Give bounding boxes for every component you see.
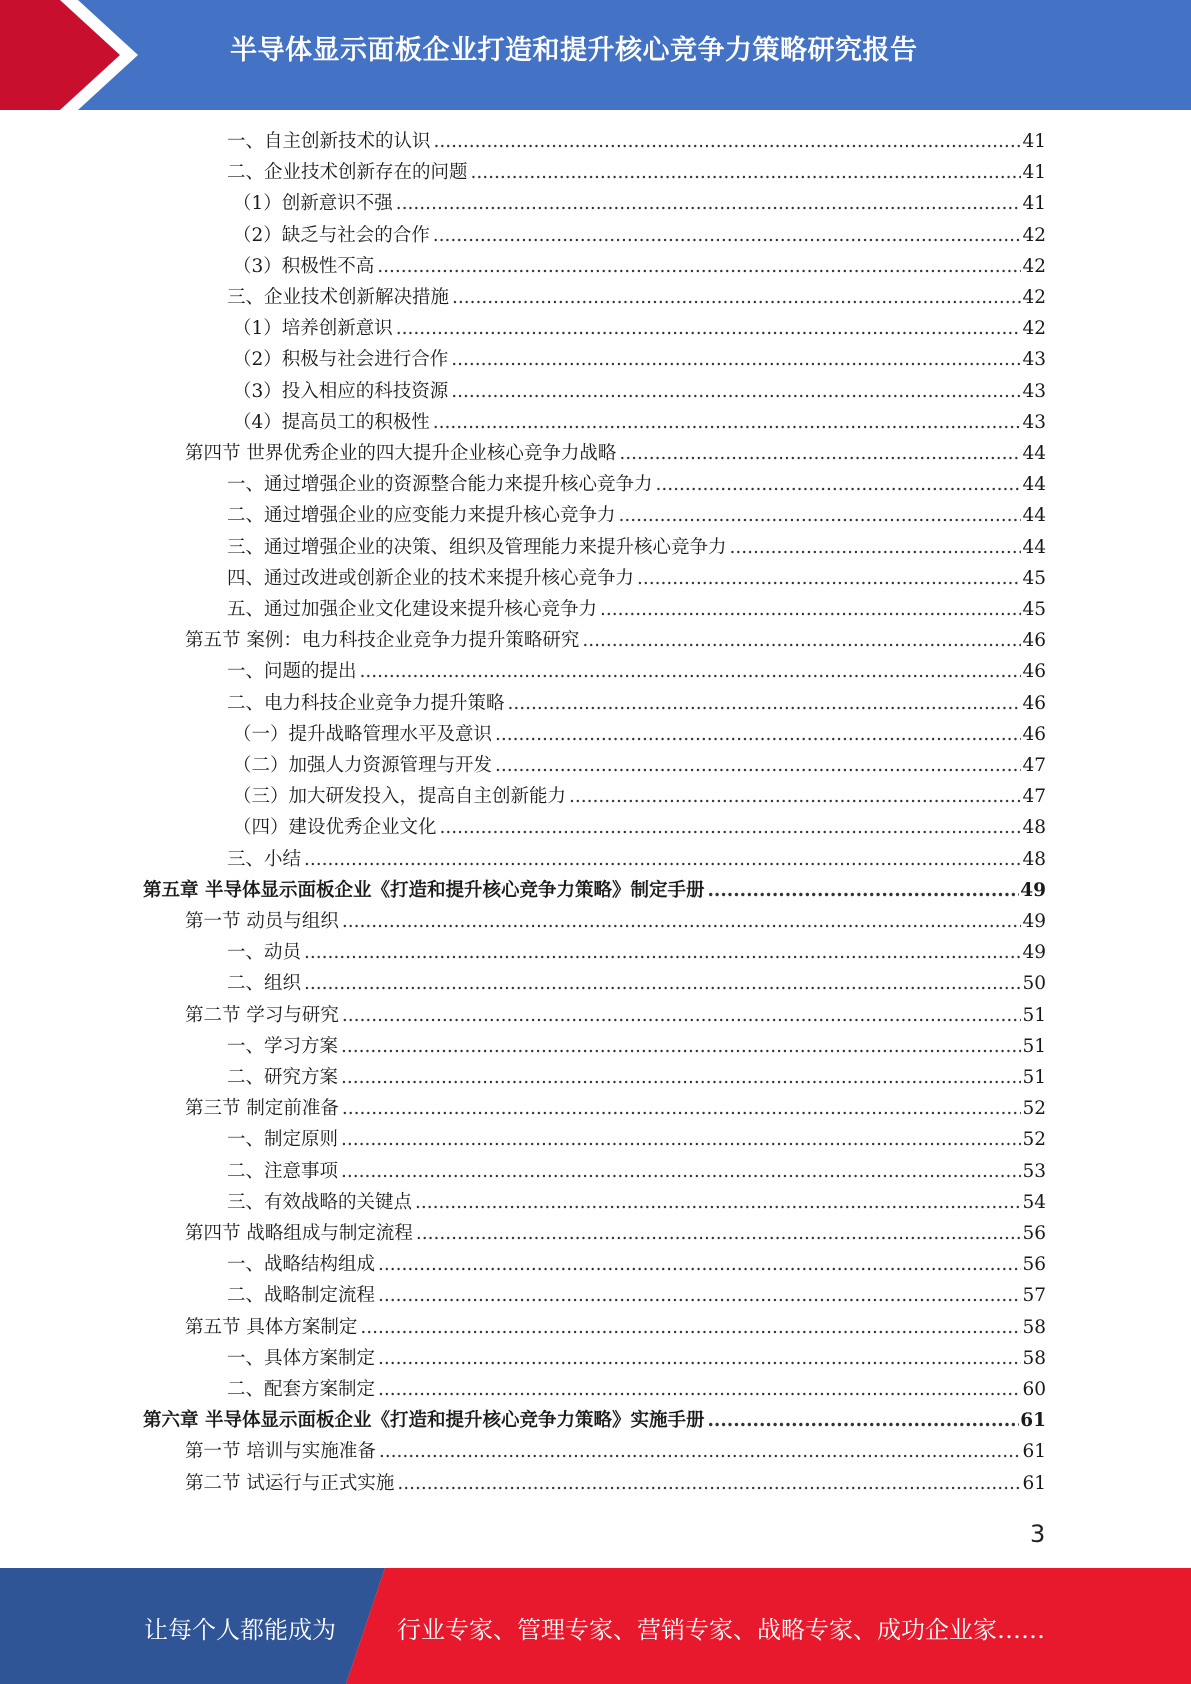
page-footer: [0, 1568, 1191, 1684]
toc-entry-page: 54: [1022, 1191, 1046, 1213]
toc-entry[interactable]: [233, 783, 1046, 811]
toc-entry-title: 第四节 世界优秀企业的四大提升企业核心竞争力战略: [185, 443, 617, 464]
toc-entry-page: 43: [1022, 411, 1046, 433]
toc-entry-page: 47: [1022, 786, 1046, 808]
toc-entry-page: 42: [1022, 287, 1046, 308]
toc-leader-dots: [341, 1064, 1021, 1092]
toc-leader-dots: [569, 783, 1021, 811]
toc-leader-dots: [433, 222, 1022, 250]
toc-entry-page: 44: [1022, 474, 1046, 496]
toc-entry[interactable]: [227, 565, 1046, 593]
toc-leader-dots: [304, 846, 1021, 874]
toc-leader-dots: [434, 128, 1022, 156]
toc-leader-dots: [707, 1407, 1019, 1435]
toc-leader-dots: [360, 658, 1022, 686]
toc-entry[interactable]: [233, 814, 1046, 842]
toc-leader-dots: [440, 814, 1022, 842]
toc-entry-page: 42: [1022, 255, 1046, 277]
toc-leader-dots: [619, 440, 1021, 468]
toc-entry[interactable]: [227, 690, 1046, 718]
toc-leader-dots: [378, 1282, 1021, 1310]
toc-entry-page: 41: [1022, 131, 1046, 152]
toc-entry[interactable]: [185, 1002, 1046, 1030]
toc-entry[interactable]: [227, 1189, 1046, 1217]
toc-entry[interactable]: [233, 752, 1046, 780]
toc-leader-dots: [582, 627, 1021, 655]
toc-entry-page: 60: [1022, 1379, 1046, 1400]
toc-entry[interactable]: [233, 222, 1046, 250]
toc-entry-page: 46: [1022, 692, 1046, 714]
toc-leader-dots: [342, 908, 1022, 936]
toc-leader-dots: [378, 1376, 1021, 1404]
toc-entry-page: 44: [1022, 536, 1046, 558]
toc-leader-dots: [342, 1095, 1022, 1123]
toc-entry-title: 一、制定原则: [227, 1129, 339, 1151]
toc-entry[interactable]: [233, 346, 1046, 374]
toc-entry-page: 46: [1022, 723, 1046, 745]
toc-entry-page: 61: [1020, 1410, 1046, 1432]
toc-entry[interactable]: [185, 440, 1046, 468]
toc-entry-title: 一、自主创新技术的认识: [227, 131, 431, 152]
toc-entry-page: 48: [1022, 848, 1046, 870]
toc-entry-page: 53: [1022, 1160, 1046, 1182]
toc-entry-title: 二、通过增强企业的应变能力来提升核心竞争力: [227, 505, 616, 527]
toc-leader-dots: [397, 1470, 1021, 1498]
toc-entry[interactable]: [233, 378, 1046, 406]
toc-entry-page: 46: [1022, 661, 1046, 683]
toc-entry-page: 61: [1022, 1441, 1046, 1463]
toc-leader-dots: [342, 1002, 1022, 1030]
toc-entry-title: 第一节 动员与组织: [185, 911, 339, 932]
toc-leader-dots: [451, 346, 1021, 374]
toc-leader-dots: [600, 596, 1021, 624]
toc-leader-dots: [341, 1126, 1021, 1154]
toc-entry[interactable]: [143, 1407, 1046, 1435]
toc-entry-page: 41: [1022, 193, 1046, 215]
toc-leader-dots: [304, 939, 1021, 967]
toc-entry-title: 一、具体方案制定: [227, 1347, 376, 1369]
toc-leader-dots: [451, 378, 1021, 406]
toc-entry-page: 49: [1020, 879, 1046, 901]
toc-entry[interactable]: [227, 471, 1046, 499]
toc-entry-title: （2）积极与社会进行合作: [233, 349, 449, 371]
page-number: 3: [1030, 1520, 1046, 1548]
footer-slogan-right: 行业专家、管理专家、营销专家、战略专家、成功企业家……: [397, 1616, 1045, 1644]
toc-leader-dots: [707, 877, 1019, 905]
toc-entry-title: 二、注意事项: [227, 1160, 339, 1182]
toc-entry-page: 41: [1022, 162, 1046, 184]
toc-entry[interactable]: [227, 1033, 1046, 1061]
toc-entry[interactable]: [227, 159, 1046, 187]
toc-entry-title: （4）提高员工的积极性: [233, 411, 430, 433]
toc-entry-page: 43: [1022, 349, 1046, 371]
toc-entry[interactable]: [227, 1345, 1046, 1373]
toc-entry-page: 56: [1022, 1254, 1046, 1276]
toc-entry[interactable]: [233, 190, 1046, 218]
toc-entry-page: 58: [1022, 1316, 1046, 1338]
toc-entry-title: （1）创新意识不强: [233, 193, 393, 215]
toc-entry[interactable]: [185, 1314, 1046, 1342]
toc-entry-title: （三）加大研发投入，提高自主创新能力: [233, 786, 567, 808]
toc-entry-page: 51: [1022, 1035, 1046, 1057]
toc-entry-page: 47: [1022, 755, 1046, 776]
toc-entry[interactable]: [227, 534, 1046, 562]
toc-entry-page: 43: [1022, 380, 1046, 402]
toc-entry-page: 45: [1022, 567, 1046, 589]
toc-entry[interactable]: [185, 1220, 1046, 1248]
toc-entry-title: 二、研究方案: [227, 1067, 339, 1088]
toc-entry[interactable]: [185, 1470, 1046, 1498]
toc-entry-title: 第二节 试运行与正式实施: [185, 1472, 395, 1494]
toc-entry-title: 第五节 具体方案制定: [185, 1316, 358, 1338]
toc-entry[interactable]: [227, 939, 1046, 967]
toc-leader-dots: [360, 1314, 1021, 1342]
toc-leader-dots: [637, 565, 1021, 593]
toc-leader-dots: [379, 1438, 1022, 1466]
toc-leader-dots: [378, 1251, 1021, 1279]
toc-entry-page: 51: [1022, 1067, 1046, 1088]
toc-entry[interactable]: [185, 1438, 1046, 1466]
toc-entry-title: 一、问题的提出: [227, 661, 357, 683]
toc-entry-title: 二、电力科技企业竞争力提升策略: [227, 692, 505, 714]
toc-entry[interactable]: [185, 1095, 1046, 1123]
toc-entry[interactable]: [227, 1282, 1046, 1310]
toc-entry[interactable]: [227, 970, 1046, 998]
toc-entry[interactable]: [185, 627, 1046, 655]
toc-leader-dots: [471, 159, 1022, 187]
toc-entry-title: （1）培养创新意识: [233, 318, 393, 340]
header-red-arrow: [0, 0, 120, 110]
toc-entry-title: 二、战略制定流程: [227, 1285, 376, 1307]
toc-leader-dots: [415, 1189, 1021, 1217]
toc-entry[interactable]: [233, 721, 1046, 749]
toc-entry-page: 52: [1022, 1129, 1046, 1151]
toc-leader-dots: [396, 190, 1022, 218]
toc-entry-title: （2）缺乏与社会的合作: [233, 224, 430, 246]
toc-entry-page: 61: [1022, 1472, 1046, 1494]
toc-entry-title: 四、通过改进或创新企业的技术来提升核心竞争力: [227, 567, 635, 589]
toc-entry-page: 44: [1022, 443, 1046, 464]
toc-entry-page: 51: [1022, 1004, 1046, 1026]
header-title: 半导体显示面板企业打造和提升核心竞争力策略研究报告: [230, 35, 918, 66]
toc-entry-title: 二、组织: [227, 973, 302, 995]
toc-entry[interactable]: [227, 284, 1046, 312]
toc-leader-dots: [656, 471, 1022, 499]
toc-entry-title: （一）提升战略管理水平及意识: [233, 723, 493, 745]
toc-entry[interactable]: [227, 846, 1046, 874]
toc-entry-title: 三、企业技术创新解决措施: [227, 287, 450, 308]
toc-leader-dots: [341, 1033, 1021, 1061]
toc-entry-title: （二）加强人力资源管理与开发: [233, 755, 493, 776]
toc-entry-title: 三、小结: [227, 848, 302, 870]
toc-leader-dots: [495, 752, 1021, 780]
toc-entry-title: 二、企业技术创新存在的问题: [227, 162, 468, 184]
toc-entry-title: 第五节 案例：电力科技企业竞争力提升策略研究: [185, 630, 580, 652]
toc-entry[interactable]: [227, 502, 1046, 530]
toc-entry-title: 第四节 战略组成与制定流程: [185, 1223, 413, 1244]
toc-leader-dots: [452, 284, 1021, 312]
toc-leader-dots: [378, 1345, 1021, 1373]
toc-leader-dots: [377, 253, 1021, 281]
toc-entry[interactable]: [233, 253, 1046, 281]
toc-entry-title: 第一节 培训与实施准备: [185, 1441, 376, 1463]
toc-entry-page: 52: [1022, 1098, 1046, 1120]
toc-leader-dots: [730, 534, 1022, 562]
toc-entry-page: 49: [1022, 911, 1046, 932]
toc-entry[interactable]: [227, 658, 1046, 686]
toc-entry-page: 42: [1022, 224, 1046, 246]
toc-entry[interactable]: [227, 1376, 1046, 1404]
toc-entry[interactable]: [233, 315, 1046, 343]
toc-entry[interactable]: [143, 877, 1046, 905]
toc-entry-page: 56: [1022, 1223, 1046, 1244]
toc-entry-page: 49: [1022, 942, 1046, 964]
toc-entry-title: 五、通过加强企业文化建设来提升核心竞争力: [227, 599, 598, 620]
toc-entry[interactable]: [227, 1251, 1046, 1279]
toc-entry-title: 三、通过增强企业的决策、组织及管理能力来提升核心竞争力: [227, 536, 727, 558]
toc-entry-page: 46: [1022, 630, 1046, 652]
toc-leader-dots: [433, 409, 1022, 437]
toc-entry-page: 57: [1022, 1285, 1046, 1307]
toc-leader-dots: [508, 690, 1022, 718]
toc-entry-title: 三、有效战略的关键点: [227, 1191, 413, 1213]
toc-entry[interactable]: [233, 409, 1046, 437]
toc-entry-title: 一、学习方案: [227, 1035, 339, 1057]
toc-entry-title: 二、配套方案制定: [227, 1379, 376, 1400]
toc-entry-page: 44: [1022, 505, 1046, 527]
toc-leader-dots: [495, 721, 1021, 749]
toc-entry-page: 48: [1022, 817, 1046, 839]
toc-leader-dots: [619, 502, 1022, 530]
toc-entry[interactable]: [227, 128, 1046, 156]
toc-entry-page: 58: [1022, 1347, 1046, 1369]
toc-leader-dots: [341, 1158, 1021, 1186]
toc-entry-title: （3）投入相应的科技资源: [233, 380, 449, 402]
toc-entry-title: （3）积极性不高: [233, 255, 375, 277]
toc-entry-title: 第五章 半导体显示面板企业《打造和提升核心竞争力策略》制定手册: [143, 879, 705, 901]
toc-entry-title: 第六章 半导体显示面板企业《打造和提升核心竞争力策略》实施手册: [143, 1410, 705, 1432]
toc-entry[interactable]: [227, 1126, 1046, 1154]
toc-entry-title: （四）建设优秀企业文化: [233, 817, 437, 839]
toc-entry[interactable]: [227, 596, 1046, 624]
toc-entry[interactable]: [185, 908, 1046, 936]
footer-slogan-left: 让每个人都能成为: [144, 1616, 336, 1644]
toc-entry-page: 42: [1022, 318, 1046, 340]
toc-leader-dots: [416, 1220, 1022, 1248]
toc-entry-title: 第三节 制定前准备: [185, 1098, 339, 1120]
toc-entry-title: 一、战略结构组成: [227, 1254, 376, 1276]
toc-entry-page: 45: [1022, 599, 1046, 620]
toc-entry-title: 一、动员: [227, 942, 302, 964]
toc-leader-dots: [304, 970, 1021, 998]
toc-leader-dots: [396, 315, 1022, 343]
toc-entry-title: 一、通过增强企业的资源整合能力来提升核心竞争力: [227, 474, 653, 496]
page-header: [0, 0, 1191, 110]
toc-entry-page: 50: [1022, 973, 1046, 995]
toc-entry-title: 第二节 学习与研究: [185, 1004, 339, 1026]
toc-entry[interactable]: [227, 1158, 1046, 1186]
toc-entry[interactable]: [227, 1064, 1046, 1092]
